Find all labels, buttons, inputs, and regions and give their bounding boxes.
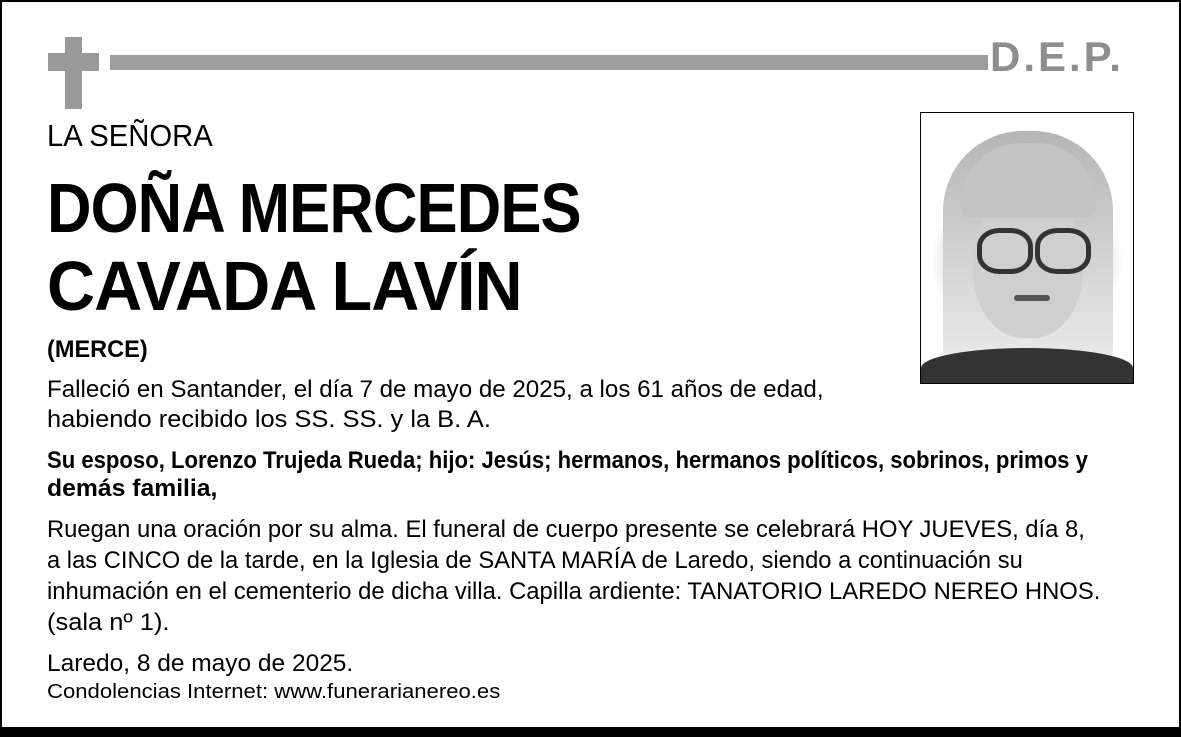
condolences-text: Condolencias Internet: www.funerarianereo.es (47, 681, 501, 703)
header-rule (110, 55, 988, 70)
cross-icon (65, 37, 82, 109)
death-line: habiendo recibido los SS. SS. y la B. A. (47, 406, 491, 433)
dep-label: D.E.P. (990, 33, 1124, 80)
service-line: (sala nº 1). (47, 609, 170, 636)
service-line: inhumación en el cementerio de dicha villa. Capilla ardiente: TANATORIO LAREDO NEREO HNOS. (47, 578, 1101, 605)
death-line: Falleció en Santander, el día 7 de mayo de 2025, a los 61 años de edad, (47, 376, 824, 403)
place-date: Laredo, 8 de mayo de 2025. (47, 650, 354, 677)
deceased-photo (920, 112, 1134, 384)
deceased-name-line2: CAVADA LAVÍN (47, 247, 522, 325)
family-line: demás familia, (47, 475, 218, 502)
cross-icon-arm (48, 53, 99, 71)
alias: (MERCE) (47, 336, 148, 363)
service-line: a las CINCO de la tarde, en la Iglesia de SANTA MARÍA de Laredo, siendo a continuación su (47, 547, 1023, 574)
deceased-name-line1: DOÑA MERCEDES (47, 169, 581, 247)
title: LA SEÑORA (47, 118, 213, 153)
service-line: Ruegan una oración por su alma. El funeral de cuerpo presente se celebrará HOY JUEVES, día 8, (47, 516, 1085, 543)
family-line: Su esposo, Lorenzo Trujeda Rueda; hijo: Jesús; hermanos, hermanos políticos, sobrinos, primos y (47, 447, 1088, 474)
bottom-border (0, 727, 1181, 737)
